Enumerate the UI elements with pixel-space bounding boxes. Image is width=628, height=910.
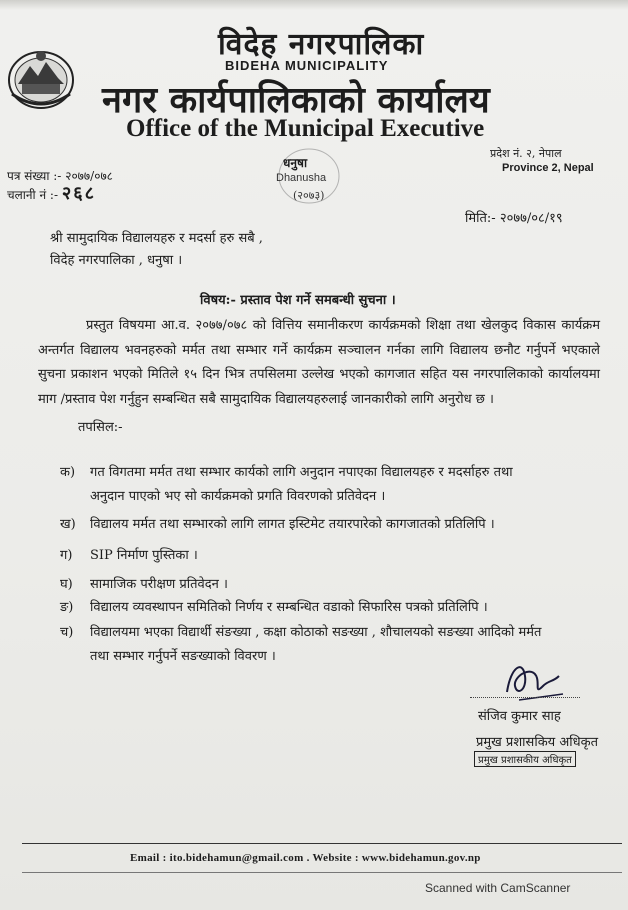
enclosure-text: विद्यालय व्यवस्थापन समितिको निर्णय र सम्बन्धित वडाको सिफारिस पत्रको प्रतिलिपि । (90, 600, 488, 615)
addressee-block (50, 228, 263, 272)
district-nepali: धनुषा (283, 156, 308, 170)
footer-contact: Email : ito.bidehamun@gmail.com . Website : www.bidehamun.gov.np (130, 852, 481, 864)
province-english: Province 2, Nepal (502, 162, 594, 174)
enclosure-item (60, 597, 610, 615)
enclosure-item (60, 462, 610, 504)
nepal-emblem-icon (6, 44, 76, 110)
addressee-line-1: श्री सामुदायिक विद्यालयहरु र मदर्सा हरु सबै , (50, 231, 263, 246)
enclosure-key: ख) (60, 517, 76, 532)
designation-stamp: प्रमुख प्रशासकीय अधिकृत (474, 751, 576, 767)
enclosure-item (60, 514, 610, 532)
enclosure-label: तपसिल:- (78, 420, 123, 435)
signature-line (470, 697, 580, 698)
enclosure-item (60, 574, 610, 592)
office-title-nepali: नगर कार्यपालिकाको कार्यालय (102, 79, 490, 121)
letter-date: मिति:- २०७७/०८/१९ (465, 211, 563, 226)
patra-value: २०७७/०७८ (65, 169, 113, 183)
chalani-value: २६८ (61, 183, 96, 204)
enclosure-key: ङ) (60, 600, 74, 615)
municipality-name-nepali: विदेह नगरपालिका (218, 27, 425, 62)
established-year: (२०७३) (293, 189, 325, 202)
reference-block (7, 167, 113, 204)
body-paragraph: प्रस्तुत विषयमा आ.व. २०७७/०७८ को वित्तिय समानीकरण कार्यक्रमको शिक्षा तथा खेलकुद विकास कार्यक्रम अन्तर्गत विद्यालय भवनहरुको मर्मत तथा सम्भार गर्ने कार्यक्रम सञ्चालन गर्नका लागि विद्यालय छनौट गर्नुपर्ने भएकाले सुचना प्रकाशन भएको मितिले १५ दिन भित्र तपसिलमा उल्लेख भएको कागजात सहित यस नगरपालिकाको कार्यालयमा माग /प्रस्ताव पेश गर्नुहुन सम्बन्धित सबै सामुदायिक विद्यालयहरुलाई जानकारीको लागि अनुरोध छ । (38, 318, 600, 407)
letter-subject: विषय:- प्रस्ताव पेश गर्ने समबन्धी सुचना । (200, 293, 396, 308)
enclosure-text: गत विगतमा मर्मत तथा सम्भार कार्यको लागि अनुदान नपाएका विद्यालयहरु र मदर्साहरु तथा (90, 465, 513, 480)
enclosure-key: ग) (60, 548, 73, 563)
enclosure-text: विद्यालयमा भएका विद्यार्थी संङख्या , कक्षा कोठाको सङख्या , शौचालयको सङख्या आदिको मर्मत (90, 625, 542, 640)
footer-divider-2 (22, 872, 622, 873)
enclosure-key: च) (60, 625, 74, 640)
enclosure-continuation: अनुदान पाएको भए सो कार्यक्रमको प्रगति विवरणको प्रतिवेदन । (90, 489, 386, 504)
enclosure-text: SIP निर्माण पुस्तिका । (90, 548, 198, 563)
addressee-line-2: विदेह नगरपालिका , धनुषा । (50, 253, 183, 268)
letter-body (38, 314, 600, 441)
patra-label: पत्र संख्या :- (7, 169, 62, 183)
chalani-label: चलानी नं :- (7, 188, 59, 202)
signatory-name: संजिव कुमार साह (478, 709, 561, 724)
office-title-english: Office of the Municipal Executive (126, 115, 485, 142)
enclosure-item (60, 545, 610, 563)
footer-divider (22, 843, 622, 844)
enclosure-continuation: तथा सम्भार गर्नुपर्ने सङख्याको विवरण । (90, 649, 276, 664)
enclosure-key: घ) (60, 577, 73, 592)
enclosure-text: सामाजिक परीक्षण प्रतिवेदन । (90, 577, 228, 592)
scanner-watermark: Scanned with CamScanner (425, 881, 571, 895)
municipality-name-english: BIDEHA MUNICIPALITY (225, 58, 389, 73)
district-english: Dhanusha (276, 172, 327, 184)
scan-edge-shadow (0, 0, 628, 10)
signatory-title: प्रमुख प्रशासकिय अधिकृत (476, 735, 599, 750)
province-nepali: प्रदेश नं. २, नेपाल (490, 147, 562, 160)
enclosure-key: क) (60, 465, 76, 480)
enclosure-text: विद्यालय मर्मत तथा सम्भारको लागि लागत इस्टिमेट तयारपारेको कागजातको प्रतिलिपि । (90, 517, 495, 532)
